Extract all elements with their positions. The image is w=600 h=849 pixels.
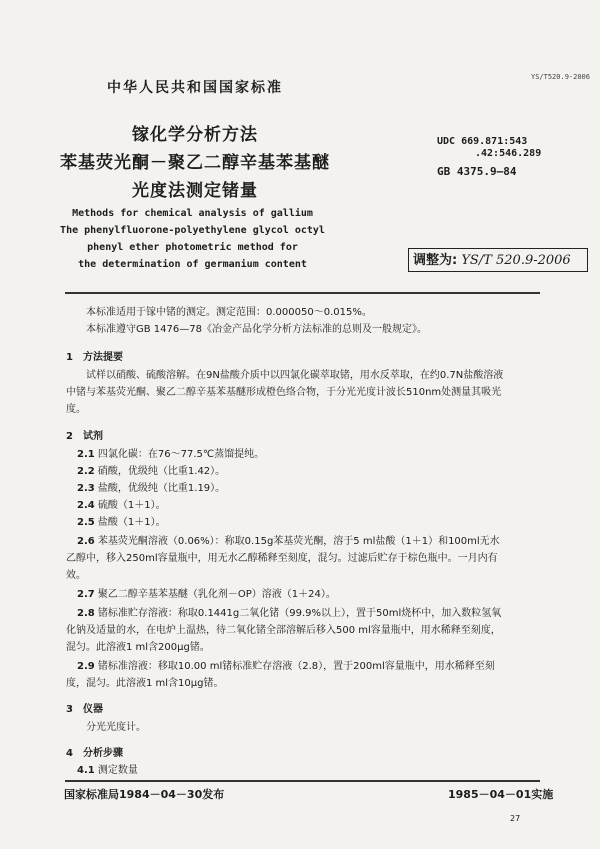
reagent-item [77, 497, 166, 514]
footer-divider [65, 780, 540, 782]
header-divider [65, 292, 540, 294]
item-number: 2.9 [77, 661, 95, 672]
reagent-item-2-8-b: 化钠及适量的水，在电炉上温热，待二氧化锗全部溶解后移入500 ml容量瓶中，用水稀释至刻度， [66, 625, 501, 636]
item-text: 盐酸，优级纯（比重1.19）。 [97, 483, 226, 494]
intro-scope: 本标准适用于镓中锗的测定。测定范围：0.000050～0.015%。 [86, 307, 372, 318]
reagent-item-2-8-c: 混匀。此溶液1 ml含200μg锗。 [66, 642, 210, 653]
item-text: 盐酸（1＋1）。 [97, 517, 166, 528]
item-text: 四氯化碳：在76～77.5℃蒸馏提纯。 [97, 449, 265, 460]
item-text: 硫酸（1＋1）。 [97, 500, 166, 511]
item-number: 2.3 [77, 483, 95, 494]
title-cn-line3: 光度法测定锗量 [132, 181, 258, 201]
udc-code [437, 136, 541, 160]
item-text: 聚乙二醇辛基苯基醚（乳化剂－OP）溶液（1＋24）。 [97, 589, 336, 600]
item-number: 2.1 [77, 449, 95, 460]
reagent-item [77, 446, 264, 463]
reagent-item-2-6-c: 效。 [66, 570, 86, 581]
adjust-value: YS/T 520.9-2006 [461, 253, 571, 268]
reagent-item [77, 480, 225, 497]
item-text: 硝酸，优级纯（比重1.42）。 [97, 466, 226, 477]
title-en-line1: Methods for chemical analysis of gallium [72, 208, 313, 219]
item-text: 苯基荧光酮溶液（0.06%）：称取0.15g苯基荧光酮，溶于5 ml盐酸（1＋1）和100ml无水 [97, 536, 500, 547]
section-2-heading: 2 试剂 [66, 431, 103, 442]
issue-date: 国家标准局1984－04－30发布 [64, 788, 225, 801]
intro-compliance: 本标准遵守GB 1476—78《冶金产品化学分析方法标准的总则及一般规定》。 [86, 324, 427, 335]
item-number: 2.4 [77, 500, 95, 511]
reagent-item-2-9-b: 度，混匀。此溶液1 ml含10μg锗。 [66, 678, 224, 689]
reagent-item [77, 514, 166, 531]
section-4-1 [77, 762, 138, 779]
gb-number: GB 4375.9—84 [437, 165, 517, 178]
standard-heading: 中华人民共和国国家标准 [107, 80, 283, 96]
reagent-item-2-8-a [77, 605, 501, 622]
item-number: 2.6 [77, 536, 95, 547]
title-en-line2: The phenylfluorone-polyethylene glycol octyl [60, 225, 325, 236]
section-4-heading: 4 分析步骤 [66, 748, 123, 759]
reagent-item [77, 463, 225, 480]
document-id-stamp: YS/T520.9-2006 [530, 73, 590, 81]
item-number: 2.7 [77, 589, 95, 600]
reagent-item-2-9-a [77, 658, 495, 675]
item-number: 2.2 [77, 466, 95, 477]
udc-line1: UDC 669.871:543 [437, 136, 528, 147]
title-en-line4: the determination of germanium content [78, 259, 307, 270]
reagent-item-2-6-a [77, 533, 500, 550]
adjusted-standard-stamp [408, 248, 588, 272]
item-number: 4.1 [77, 765, 95, 776]
section-3-heading: 3 仪器 [66, 704, 103, 715]
adjust-label: 调整为: [413, 253, 458, 268]
item-number: 2.8 [77, 608, 95, 619]
reagent-item-2-6-b: 乙醇中，移入250ml容量瓶中，用无水乙醇稀释至刻度，混匀。过滤后贮存于棕色瓶中。一月内有 [66, 553, 498, 564]
reagent-item-2-7 [77, 586, 336, 603]
item-text: 锗标准溶液：移取10.00 ml锗标准贮存溶液（2.8），置于200ml容量瓶中，用水稀释至刻 [97, 661, 495, 672]
page-number: 27 [510, 814, 521, 823]
title-en-line3: phenyl ether photometric method for [87, 242, 298, 253]
section-1-text-a: 试样以硝酸、硫酸溶解。在9N盐酸介质中以四氯化碳萃取锗，用水反萃取，在约0.7N盐酸溶液 [86, 370, 504, 381]
section-3-text: 分光光度计。 [86, 722, 146, 733]
title-cn-line1: 镓化学分析方法 [132, 125, 258, 145]
section-1-text-b: 中锗与苯基荧光酮、聚乙二醇辛基苯基醚形成橙色络合物，于分光光度计波长510nm处测量其吸光 [66, 387, 502, 398]
section-1-heading: 1 方法提要 [66, 352, 123, 363]
section-1-text-c: 度。 [66, 404, 86, 415]
item-text: 测定数量 [97, 765, 138, 776]
item-number: 2.5 [77, 517, 95, 528]
item-text: 锗标准贮存溶液：称取0.1441g二氧化锗（99.9%以上），置于50ml烧杯中，加入数粒氢氧 [97, 608, 502, 619]
title-cn-line2: 苯基荧光酮－聚乙二醇辛基苯基醚 [60, 153, 330, 173]
udc-line2: .42:546.289 [475, 148, 542, 159]
effective-date: 1985－04－01实施 [448, 788, 554, 801]
